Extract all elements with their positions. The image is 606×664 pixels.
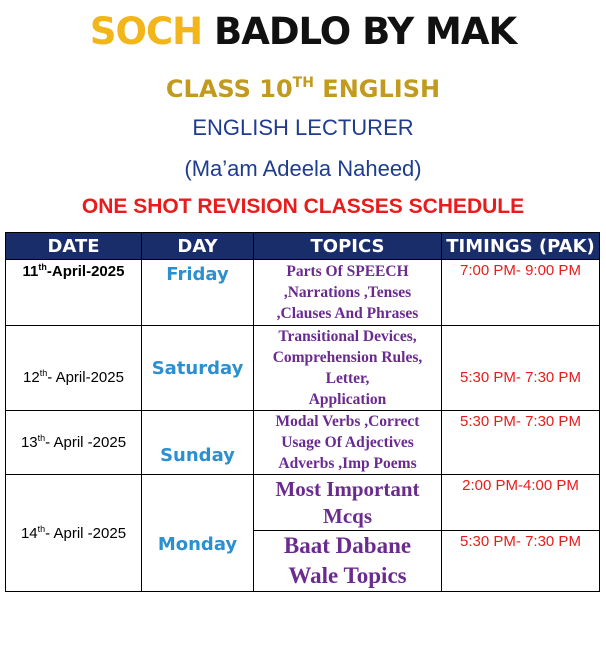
date-sup: th	[37, 524, 46, 534]
header-topics: TOPICS	[254, 233, 442, 260]
brand-logo	[0, 10, 606, 54]
date-cell	[6, 260, 142, 326]
date-sup: th	[37, 433, 46, 443]
header-timings: TIMINGS (PAK)	[442, 233, 600, 260]
table-row	[6, 326, 600, 411]
topic-line: Wale Topics	[288, 563, 407, 588]
topic-line: Comprehension Rules,	[272, 349, 423, 366]
class-suffix: ENGLISH	[322, 75, 441, 103]
topic-line: Baat Dabane	[283, 533, 412, 558]
table-row	[6, 475, 600, 531]
date-sup: th	[39, 368, 48, 378]
table-row	[6, 411, 600, 475]
table-row	[6, 260, 600, 326]
topics-cell	[254, 260, 442, 326]
date-day: 11	[22, 263, 39, 280]
topic-line: Modal Verbs ,Correct	[275, 413, 420, 430]
date-sup: th	[38, 262, 47, 272]
date-cell	[6, 326, 142, 411]
date-day: 14	[20, 525, 38, 542]
date-rest: - April-2025	[47, 369, 124, 386]
header-day: DAY	[142, 233, 254, 260]
date-day: 13	[20, 434, 38, 451]
day-cell: Friday	[142, 260, 254, 326]
teacher-name: (Ma’am Adeela Naheed)	[184, 156, 422, 181]
time-cell: 5:30 PM- 7:30 PM	[442, 411, 600, 475]
header-date: DATE	[6, 233, 142, 260]
date-rest: - April -2025	[45, 434, 127, 451]
topics-cell	[254, 411, 442, 475]
topic-line: Application	[308, 391, 387, 408]
date-cell	[6, 475, 142, 592]
topic-line: Usage Of Adjectives	[281, 434, 414, 451]
topics-cell	[254, 326, 442, 411]
schedule-title: ONE SHOT REVISION CLASSES SCHEDULE	[81, 195, 525, 218]
time-cell: 2:00 PM-4:00 PM	[442, 475, 600, 531]
date-rest: -April-2025	[46, 263, 125, 280]
time-cell: 5:30 PM- 7:30 PM	[442, 326, 600, 411]
topic-line: Adverbs ,Imp Poems	[278, 455, 417, 472]
date-rest: - April -2025	[45, 525, 127, 542]
schedule-table	[5, 232, 600, 592]
brand-part1: SOCH	[89, 10, 203, 53]
topics-cell	[254, 531, 442, 592]
topics-cell	[254, 475, 442, 531]
topic-line: ,Clauses And Phrases	[276, 305, 419, 322]
day-cell: Saturday	[142, 326, 254, 411]
topic-line: Parts Of SPEECH	[286, 263, 409, 280]
lecturer-title: ENGLISH LECTURER	[192, 115, 414, 140]
brand-part2: BADLO BY MAK	[214, 10, 517, 53]
class-sup: TH	[292, 75, 314, 91]
day-cell: Monday	[142, 475, 254, 592]
date-cell	[6, 411, 142, 475]
topic-line: Transitional Devices,	[278, 328, 417, 345]
table-header-row	[6, 233, 600, 260]
topic-line: Most Important	[275, 476, 420, 501]
topic-line: Mcqs	[323, 503, 372, 528]
time-cell: 7:00 PM- 9:00 PM	[442, 260, 600, 326]
topic-line: ,Narrations ,Tenses	[283, 284, 412, 301]
class-prefix: CLASS 10	[165, 75, 293, 103]
topic-line: Letter,	[325, 370, 370, 387]
date-day: 12	[23, 369, 40, 386]
time-cell: 5:30 PM- 7:30 PM	[442, 531, 600, 592]
day-cell: Sunday	[142, 411, 254, 475]
class-title	[0, 66, 606, 106]
